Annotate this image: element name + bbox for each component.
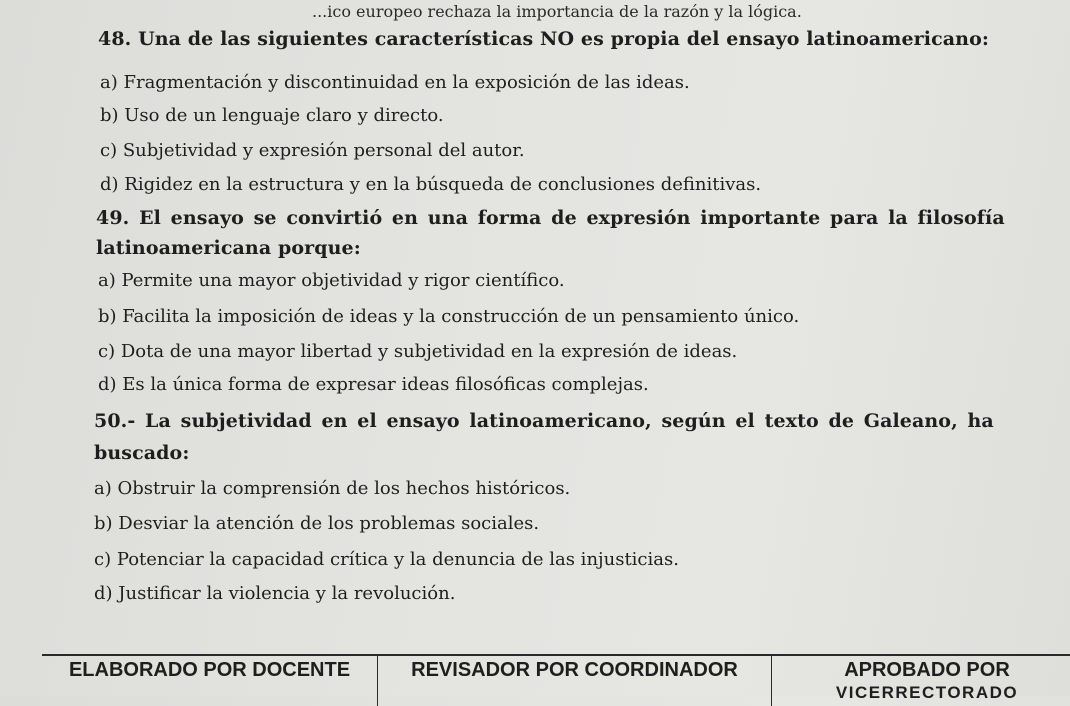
question-48-option-b: b) Uso de un lenguaje claro y directo. (100, 105, 444, 126)
question-50-option-d: d) Justificar la violencia y la revolución. (94, 583, 456, 604)
question-49-option-a: a) Permite una mayor objetividad y rigor científico. (98, 270, 565, 291)
question-49-stem-line2: latinoamericana porque: (96, 237, 361, 259)
previous-question-fragment: ...ico europeo rechaza la importancia de la razón y la lógica. (312, 2, 802, 21)
question-49-stem-line1: 49. El ensayo se convirtió en una forma de expresión importante para la filosofía (96, 207, 1005, 229)
question-50-stem-line2: buscado: (94, 442, 190, 464)
question-50-option-c: c) Potenciar la capacidad crítica y la denuncia de las injusticias. (94, 549, 679, 570)
aprobado-label: APROBADO POR (844, 659, 1010, 681)
question-48-stem: 48. Una de las siguientes características NO es propia del ensayo latinoamericano: (98, 28, 989, 50)
signature-cell-revisado (378, 656, 772, 706)
question-48-option-c: c) Subjetividad y expresión personal del autor. (100, 140, 525, 161)
question-49-option-c: c) Dota de una mayor libertad y subjetividad en la expresión de ideas. (98, 341, 738, 362)
question-48-option-a: a) Fragmentación y discontinuidad en la exposición de las ideas. (100, 72, 690, 93)
elaborado-label: ELABORADO POR DOCENTE (68, 659, 351, 681)
question-50-stem-line1: 50.- La subjetividad en el ensayo latinoamericano, según el texto de Galeano, ha (94, 410, 994, 432)
revisado-label: REVISADOR POR COORDINADOR (411, 659, 738, 681)
aprobado-sublabel: VICERRECTORADO (835, 683, 1019, 702)
question-50-option-b: b) Desviar la atención de los problemas sociales. (94, 513, 540, 534)
signature-cell-aprobado (772, 656, 1070, 706)
signature-cell-elaborado (42, 656, 378, 706)
signature-table (42, 654, 1070, 706)
question-49-option-b: b) Facilita la imposición de ideas y la construcción de un pensamiento único. (98, 306, 800, 327)
question-50-option-a: a) Obstruir la comprensión de los hechos históricos. (94, 478, 571, 499)
question-49-option-d: d) Es la única forma de expresar ideas filosóficas complejas. (98, 374, 649, 395)
question-48-option-d: d) Rigidez en la estructura y en la búsqueda de conclusiones definitivas. (100, 174, 762, 195)
